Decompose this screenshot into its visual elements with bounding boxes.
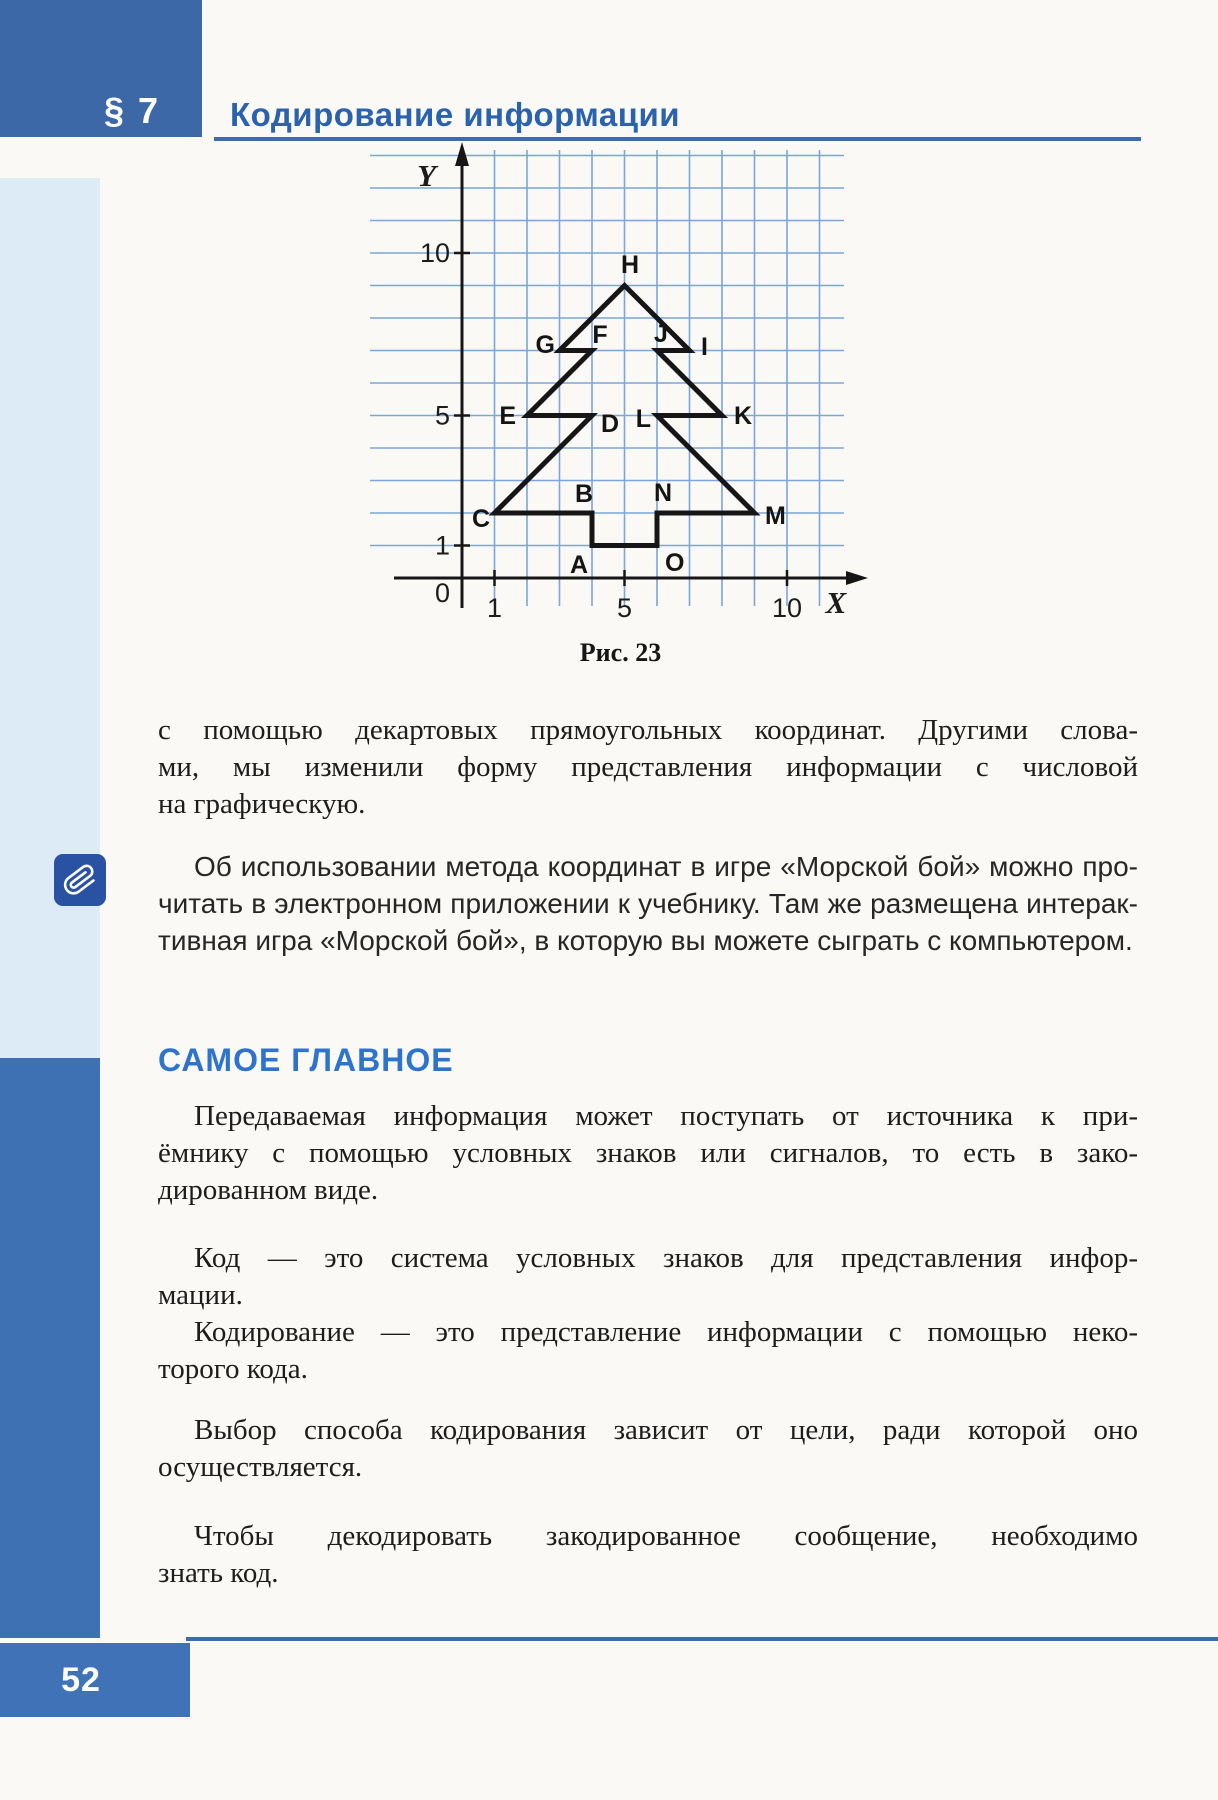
x-tick-label: 5 — [616, 593, 633, 623]
text-line: Выбор способа кодирования зависит от цели, ради которой оно — [194, 1414, 1138, 1446]
x-axis-letter: X — [825, 585, 847, 620]
paragraph-coding-choice — [158, 1412, 1138, 1486]
footer-rule — [186, 1637, 1218, 1641]
paperclip-badge — [54, 854, 106, 906]
text-line: торого кода. — [158, 1353, 308, 1385]
point-label-M: M — [765, 502, 786, 530]
text-line: Об использовании метода координат в игре «Морской бой» можно про- — [194, 851, 1138, 882]
point-label-E: E — [499, 402, 516, 430]
text-line: читать в электронном приложении к учебнику. Там же размещена интерак- — [158, 888, 1138, 919]
point-label-B: B — [574, 480, 594, 508]
point-label-D: D — [601, 410, 620, 438]
point-label-G: G — [535, 331, 555, 359]
y-tick-label: 1 — [434, 530, 450, 561]
point-label-O: O — [665, 549, 685, 577]
x-tick-label: 10 — [771, 593, 803, 623]
paragraph-coordinates — [158, 712, 1138, 823]
point-label-F: F — [592, 321, 608, 349]
y-axis-arrow — [455, 142, 469, 166]
text-line: ми, мы изменили форму представления информации с числовой — [158, 751, 1138, 783]
origin-label: 0 — [434, 578, 450, 608]
text-line: мации. — [158, 1279, 243, 1311]
x-axis-arrow — [846, 571, 868, 585]
y-tick-label: 5 — [434, 400, 450, 431]
point-label-K: K — [734, 402, 753, 430]
text-line: осуществляется. — [158, 1451, 363, 1483]
point-label-A: A — [569, 551, 588, 579]
paragraph-decoding — [158, 1518, 1138, 1592]
point-label-C: C — [471, 505, 490, 533]
text-line: Чтобы декодировать закодированное сообщение, необходимо — [194, 1520, 1138, 1552]
point-label-H: H — [620, 251, 640, 279]
point-label-N: N — [653, 479, 673, 507]
text-line: дированном виде. — [158, 1174, 379, 1206]
point-label-L: L — [635, 405, 651, 433]
text-line: тивная игра «Морской бой», в которую вы можете сыграть с компьютером. — [158, 925, 1133, 956]
paragraph-coding-definition — [158, 1314, 1138, 1388]
paperclip-icon — [61, 861, 99, 899]
page-number: 52 — [61, 1660, 101, 1699]
coordinate-grid-figure — [368, 140, 873, 630]
paragraph-code-definition — [158, 1240, 1138, 1314]
page-number-bar — [0, 1643, 190, 1717]
point-label-I: I — [701, 333, 708, 361]
paragraph-transmitted-info — [158, 1098, 1138, 1209]
x-tick-label: 1 — [486, 593, 503, 623]
text-line: Передаваемая информация может поступать от источника к при- — [194, 1100, 1138, 1132]
text-line: на графическую. — [158, 788, 366, 820]
text-line: знать код. — [158, 1557, 279, 1589]
section-title: Кодирование информации — [230, 96, 681, 133]
y-tick-label: 10 — [419, 238, 450, 268]
point-label-J: J — [654, 320, 668, 348]
section-number-box — [0, 0, 202, 137]
section-number: § 7 — [104, 90, 161, 131]
coordinate-figure — [368, 140, 873, 630]
text-line: Кодирование — это представление информации с помощью неко- — [194, 1316, 1138, 1348]
paragraph-electronic-appendix — [158, 848, 1138, 959]
text-line: Код — это система условных знаков для представления инфор- — [194, 1242, 1138, 1274]
text-line: ёмнику с помощью условных знаков или сигналов, то есть в зако- — [158, 1137, 1138, 1169]
figure-caption: Рис. 23 — [579, 638, 662, 667]
margin-strip-light — [0, 178, 100, 1058]
main-heading: САМОЕ ГЛАВНОЕ — [158, 1042, 454, 1078]
margin-strip-dark — [0, 1058, 100, 1638]
text-line: с помощью декартовых прямоугольных координат. Другими слова- — [158, 714, 1138, 746]
y-axis-letter: Y — [417, 158, 436, 193]
